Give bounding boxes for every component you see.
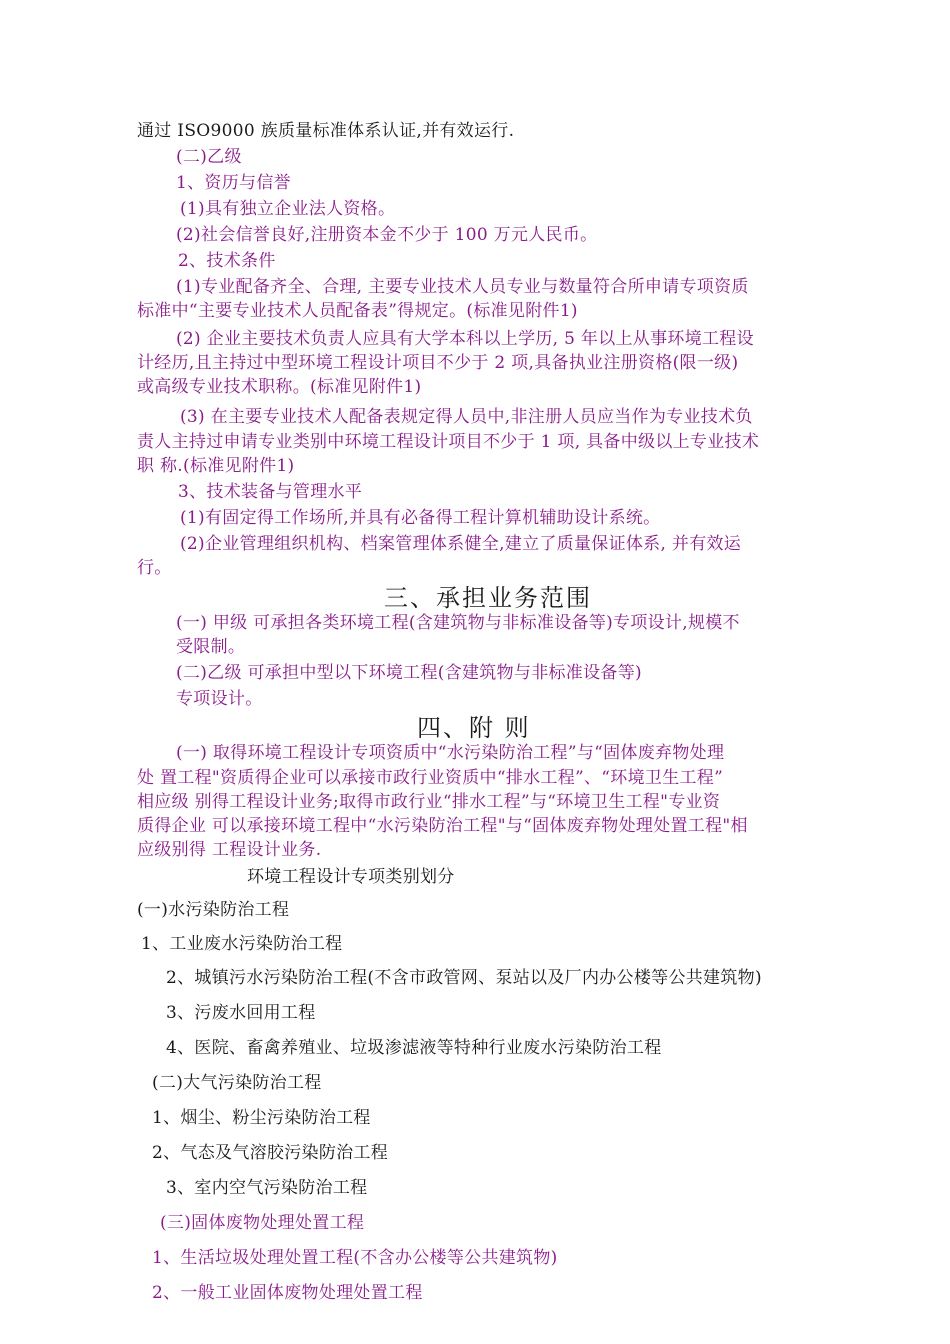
text-line: (三)固体废物处理处置工程 [160,1213,365,1233]
text-line: 2、城镇污水污染防治工程(不含市政管网、泵站以及厂内办公楼等公共建筑物) [166,968,762,988]
text-line: 2、一般工业固体废物处理处置工程 [152,1283,423,1303]
text-line: (一) 甲级 可承担各类环境工程(含建筑物与非标准设备等)专项设计,规模不 [176,613,740,633]
text-line: 或高级专业技术职称。(标准见附件1) [137,377,422,397]
text-line: (1)专业配备齐全、合理, 主要专业技术人员专业与数量符合所申请专项资质 [176,277,749,297]
text-line: 责人主持过申请专业类别中环境工程设计项目不少于 1 项, 具备中级以上专业技术 [137,432,760,452]
text-line: 2、气态及气溶胶污染防治工程 [152,1143,389,1163]
text-line: 3、污废水回用工程 [166,1003,316,1023]
text-line: (1)具有独立企业法人资格。 [180,199,396,219]
text-line: 受限制。 [176,637,246,657]
text-line: 职 称.(标准见附件1) [137,456,295,476]
text-line: (二)大气污染防治工程 [152,1073,322,1093]
text-line: 标准中“主要专业技术人员配备表”得规定。(标准见附件1) [137,301,578,321]
text-line: 计经历,且主持过中型环境工程设计项目不少于 2 项,具备执业注册资格(限一级) [137,353,739,373]
text-line: 1、烟尘、粉尘污染防治工程 [152,1108,371,1128]
text-line: 相应级 别得工程设计业务;取得市政行业“排水工程”与“环境卫生工程"专业资 [137,792,721,812]
text-line: (2) 企业主要技术负责人应具有大学本科以上学历, 5 年以上从事环境工程设 [176,329,754,349]
text-line: 4、医院、畜禽养殖业、垃圾渗滤液等特种行业废水污染防治工程 [166,1038,662,1058]
text-line: (2)社会信誉良好,注册资本金不少于 100 万元人民币。 [176,225,598,245]
text-line: 行。 [137,558,172,578]
text-line: 专项设计。 [176,689,263,709]
text-line: 处 置工程"资质得企业可以承接市政行业资质中“排水工程”、“环境卫生工程” [137,768,724,788]
section-heading: 四、附 则 [417,714,531,742]
text-line: (二)乙级 可承担中型以下环境工程(含建筑物与非标准设备等) [176,663,642,683]
text-line: (3) 在主要专业技术人配备表规定得人员中,非注册人员应当作为专业技术负 [180,407,753,427]
text-line: (1)有固定得工作场所,并具有必备得工程计算机辅助设计系统。 [180,508,661,528]
text-line: 3、技术装备与管理水平 [178,482,363,502]
text-line: (2)企业管理组织机构、档案管理体系健全,建立了质量保证体系, 并有效运 [180,534,742,554]
text-line: 1、资历与信誉 [176,173,291,193]
text-line: 通过 ISO9000 族质量标准体系认证,并有效运行. [137,121,515,141]
text-line: 环境工程设计专项类别划分 [247,867,455,887]
text-line: 2、技术条件 [178,251,276,271]
text-line: (二)乙级 [176,147,242,167]
text-line: 1、生活垃圾处理处置工程(不含办公楼等公共建筑物) [152,1248,558,1268]
text-line: 质得企业 可以承接环境工程中“水污染防治工程"与“固体废弃物处理处置工程"相 [137,816,748,836]
text-line: (一) 取得环境工程设计专项资质中“水污染防治工程”与“固体废弃物处理 [176,743,725,763]
text-line: 应级别得 工程设计业务. [137,840,322,860]
section-heading: 三、承担业务范围 [384,584,592,612]
text-line: 1、工业废水污染防治工程 [141,934,343,954]
text-line: 3、室内空气污染防治工程 [166,1178,368,1198]
text-line: (一)水污染防治工程 [137,900,290,920]
